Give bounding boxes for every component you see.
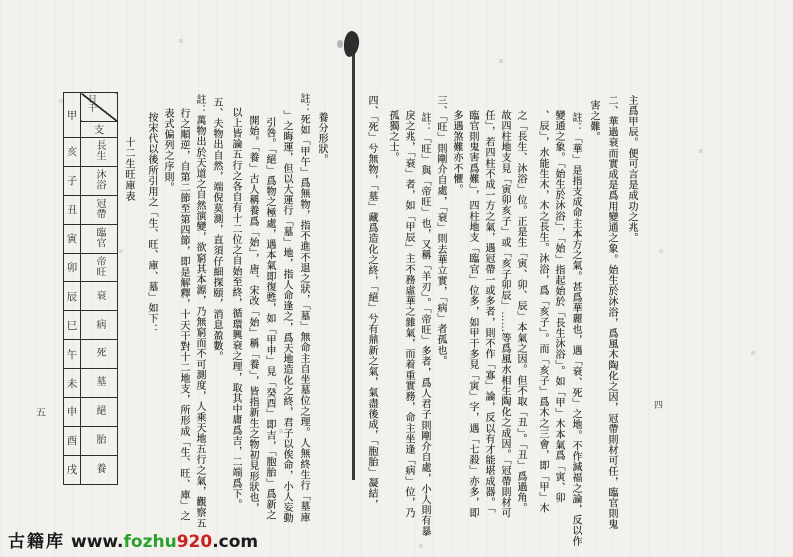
page-gutter-line — [352, 54, 355, 480]
stage-cell — [81, 426, 118, 455]
left-page-col-03: 」之晦運，但以大運行「墓」地，指人命逢之，爲天地造化之終，君子以俟命，小人妄動 — [281, 110, 292, 524]
watermark-site-name: 古籍库 — [8, 532, 65, 552]
branch-cell: 子 — [64, 166, 81, 195]
right-page-col-12: 三、「旺」則剛介自處，「衰」則去華立實，「病」者孤也。 — [435, 95, 446, 367]
branch-cell: 申 — [64, 398, 81, 427]
stage-text: 死 — [94, 347, 105, 358]
stage-text: 墓 — [94, 376, 105, 387]
watermark-url-fozhu: fozhu — [123, 532, 177, 552]
branch-cell: 巳 — [64, 311, 81, 340]
left-page-col-08: 註：萬物出於天道之自然演變，欲窮其本源，乃無窮而不可測度，人乘天地五行之氣，觀察五 — [194, 94, 205, 529]
right-page-col-01: 主爲甲辰。便可言是成功之兆。 — [626, 95, 637, 244]
table-row — [64, 455, 118, 484]
table-stem-label: 日干 — [87, 94, 97, 112]
stage-text: 病 — [94, 318, 105, 330]
stage-text: 衰 — [94, 289, 105, 301]
watermark-url-www: www. — [71, 532, 124, 552]
stage-text: 絕 — [94, 405, 105, 416]
table-row — [64, 195, 118, 224]
stage-cell — [81, 369, 118, 398]
right-page-col-03: 害之難。 — [588, 100, 599, 143]
right-page-number: 四 — [654, 400, 664, 410]
right-page-col-08: 故四柱地支見「寅卯亥子」或「亥子卯辰」……等爲風水相生陶化之成因。「冠帶則材可 — [499, 110, 510, 519]
branch-cell: 亥 — [64, 138, 81, 167]
left-page-col-04: 引咎。「絕」爲物之極處，遇本氣即復甦，如「甲申」見「癸酉」即吉，「胞胎」爲新之 — [264, 117, 275, 521]
table-row — [64, 282, 118, 311]
stage-cell — [81, 311, 118, 340]
watermark — [8, 527, 258, 551]
table-row — [64, 369, 118, 398]
stage-text: 臨官 — [94, 226, 105, 248]
stage-cell — [81, 398, 118, 427]
table-row — [64, 398, 118, 427]
stage-text: 胎 — [94, 434, 105, 445]
right-page-col-06: 、辰」，水能生木，木之長生。沐浴，爲「亥子」。而「亥子」爲木之三會，即「甲」木 — [537, 110, 548, 514]
stage-cell — [81, 195, 118, 224]
left-page-col-11: 按宋代以後所引用之「生、旺、庫、墓」如下： — [146, 112, 157, 335]
left-page-col-07: 五、夫物出自然，端倪莫測，直須仔細探頤，消息盈數。 — [211, 97, 222, 362]
left-page-number: 五 — [36, 408, 46, 419]
table-row — [64, 224, 118, 253]
stage-cell — [81, 282, 118, 311]
table-row — [64, 426, 118, 455]
table-row — [64, 166, 118, 195]
branch-cell: 辰 — [64, 282, 81, 311]
table-row — [64, 253, 118, 282]
branch-cell: 酉 — [64, 426, 81, 455]
left-page-col-02: 註：死如「甲午」爲無物，指不進不退之狀，「墓」無命主自坐墓位之理。人無終生行「墓庫 — [298, 93, 309, 523]
right-page-col-10: 臨官則鬼害爲難」，四柱地支「臨官」位多，如甲干多見「寅」字，遇「七殺」亦多，即 — [467, 110, 478, 519]
right-page-col-02: 二、華過衰而實成是爲用變通之象。始生於沐浴，爲風木陶化之因，冠帶則材可任，臨官則鬼 — [606, 95, 617, 530]
branch-cell: 丑 — [64, 195, 81, 224]
branch-cell: 寅 — [64, 224, 81, 253]
right-page-col-09: 任」，若四柱不成一方之氣，遇冠帶一或多者，則不作「寡」論，反以有才能堪成器。「 — [483, 110, 494, 514]
paper-speckles — [0, 0, 2, 2]
left-page-col-10: 表式偏列之序則。 — [162, 108, 173, 193]
left-page-col-01: 養分形狀。 — [316, 112, 327, 165]
table-row — [64, 340, 118, 369]
table-stem-value-cell: 甲 — [64, 93, 81, 138]
watermark-url-920: 920 — [176, 532, 213, 552]
right-page-col-14: 戾之兆，「衰」者，如「甲辰」主不務虛華之雜氣，而着重實務，命主坐逢「病」位，乃 — [403, 110, 414, 519]
stage-text: 帝旺 — [94, 255, 105, 277]
stage-text: 沐浴 — [94, 168, 105, 190]
stage-text: 冠帶 — [94, 197, 105, 219]
stage-cell — [81, 224, 118, 253]
table-row — [64, 311, 118, 340]
right-page-col-11: 多遇煞難亦不懼。 — [451, 110, 462, 195]
right-page-col-05: 變通之象。「始生於沐浴」，「始」指起始於「長生沐浴」。如「甲」木本氣爲「寅、卯 — [553, 110, 564, 504]
stage-cell — [81, 253, 118, 282]
right-page-col-04: 註：「華」是指支成命主本方之氣。甚爲華麗也，遇「衰、死」之地。不作減福之論，反以作 — [570, 112, 581, 547]
stage-text: 長生 — [94, 139, 105, 161]
stage-cell — [81, 340, 118, 369]
table-row — [64, 138, 118, 167]
right-page-col-15: 孤獨之士。 — [387, 110, 398, 163]
right-page-col-16: 四、「死」兮無物，「墓」藏爲造化之終，「絕」兮有鼎新之氣，氣盡後成，「胞胎」凝結， — [366, 95, 377, 510]
stage-text: 養 — [94, 462, 105, 474]
stage-cell — [81, 138, 118, 167]
table-branch-label-cell: 支 — [81, 122, 118, 138]
twelve-stages-table — [63, 92, 118, 485]
stage-cell — [81, 455, 118, 484]
left-page-col-05: 開始。「養」古人稱養爲「始」，唐、宋改「始」稱「養」，皆指新生之物初見形狀也， — [247, 115, 258, 514]
left-page-col-09: 行之順逆，自第二節至第四節，即是解釋，十天干對十二地支，所形成「生、旺、庫」之 — [178, 108, 189, 522]
ink-smudge — [337, 40, 343, 48]
table-title: 十二生旺庫表 — [123, 137, 134, 202]
watermark-url-com: .com — [212, 532, 259, 552]
right-page-col-13: 註：「旺」與「帝旺」也，又稱「羊刃」。「帝旺」多者，爲人君子則剛介自處，小人則有暴 — [419, 112, 430, 537]
left-page-col-06: 以上皆論五行之各自有十二位之自始至終，循環興衰之理，取其中庸爲吉，二端爲下。 — [230, 107, 241, 510]
branch-cell: 戌 — [64, 455, 81, 484]
branch-cell: 午 — [64, 340, 81, 369]
stage-cell — [81, 166, 118, 195]
branch-cell: 卯 — [64, 253, 81, 282]
branch-cell: 未 — [64, 369, 81, 398]
right-page-col-07: 之「長生、沐浴」位。正是生「寅、卯、辰」本氣之因。但不取「丑」。「丑」爲過角。 — [515, 110, 526, 514]
table-header-diagonal-cell — [81, 93, 118, 122]
